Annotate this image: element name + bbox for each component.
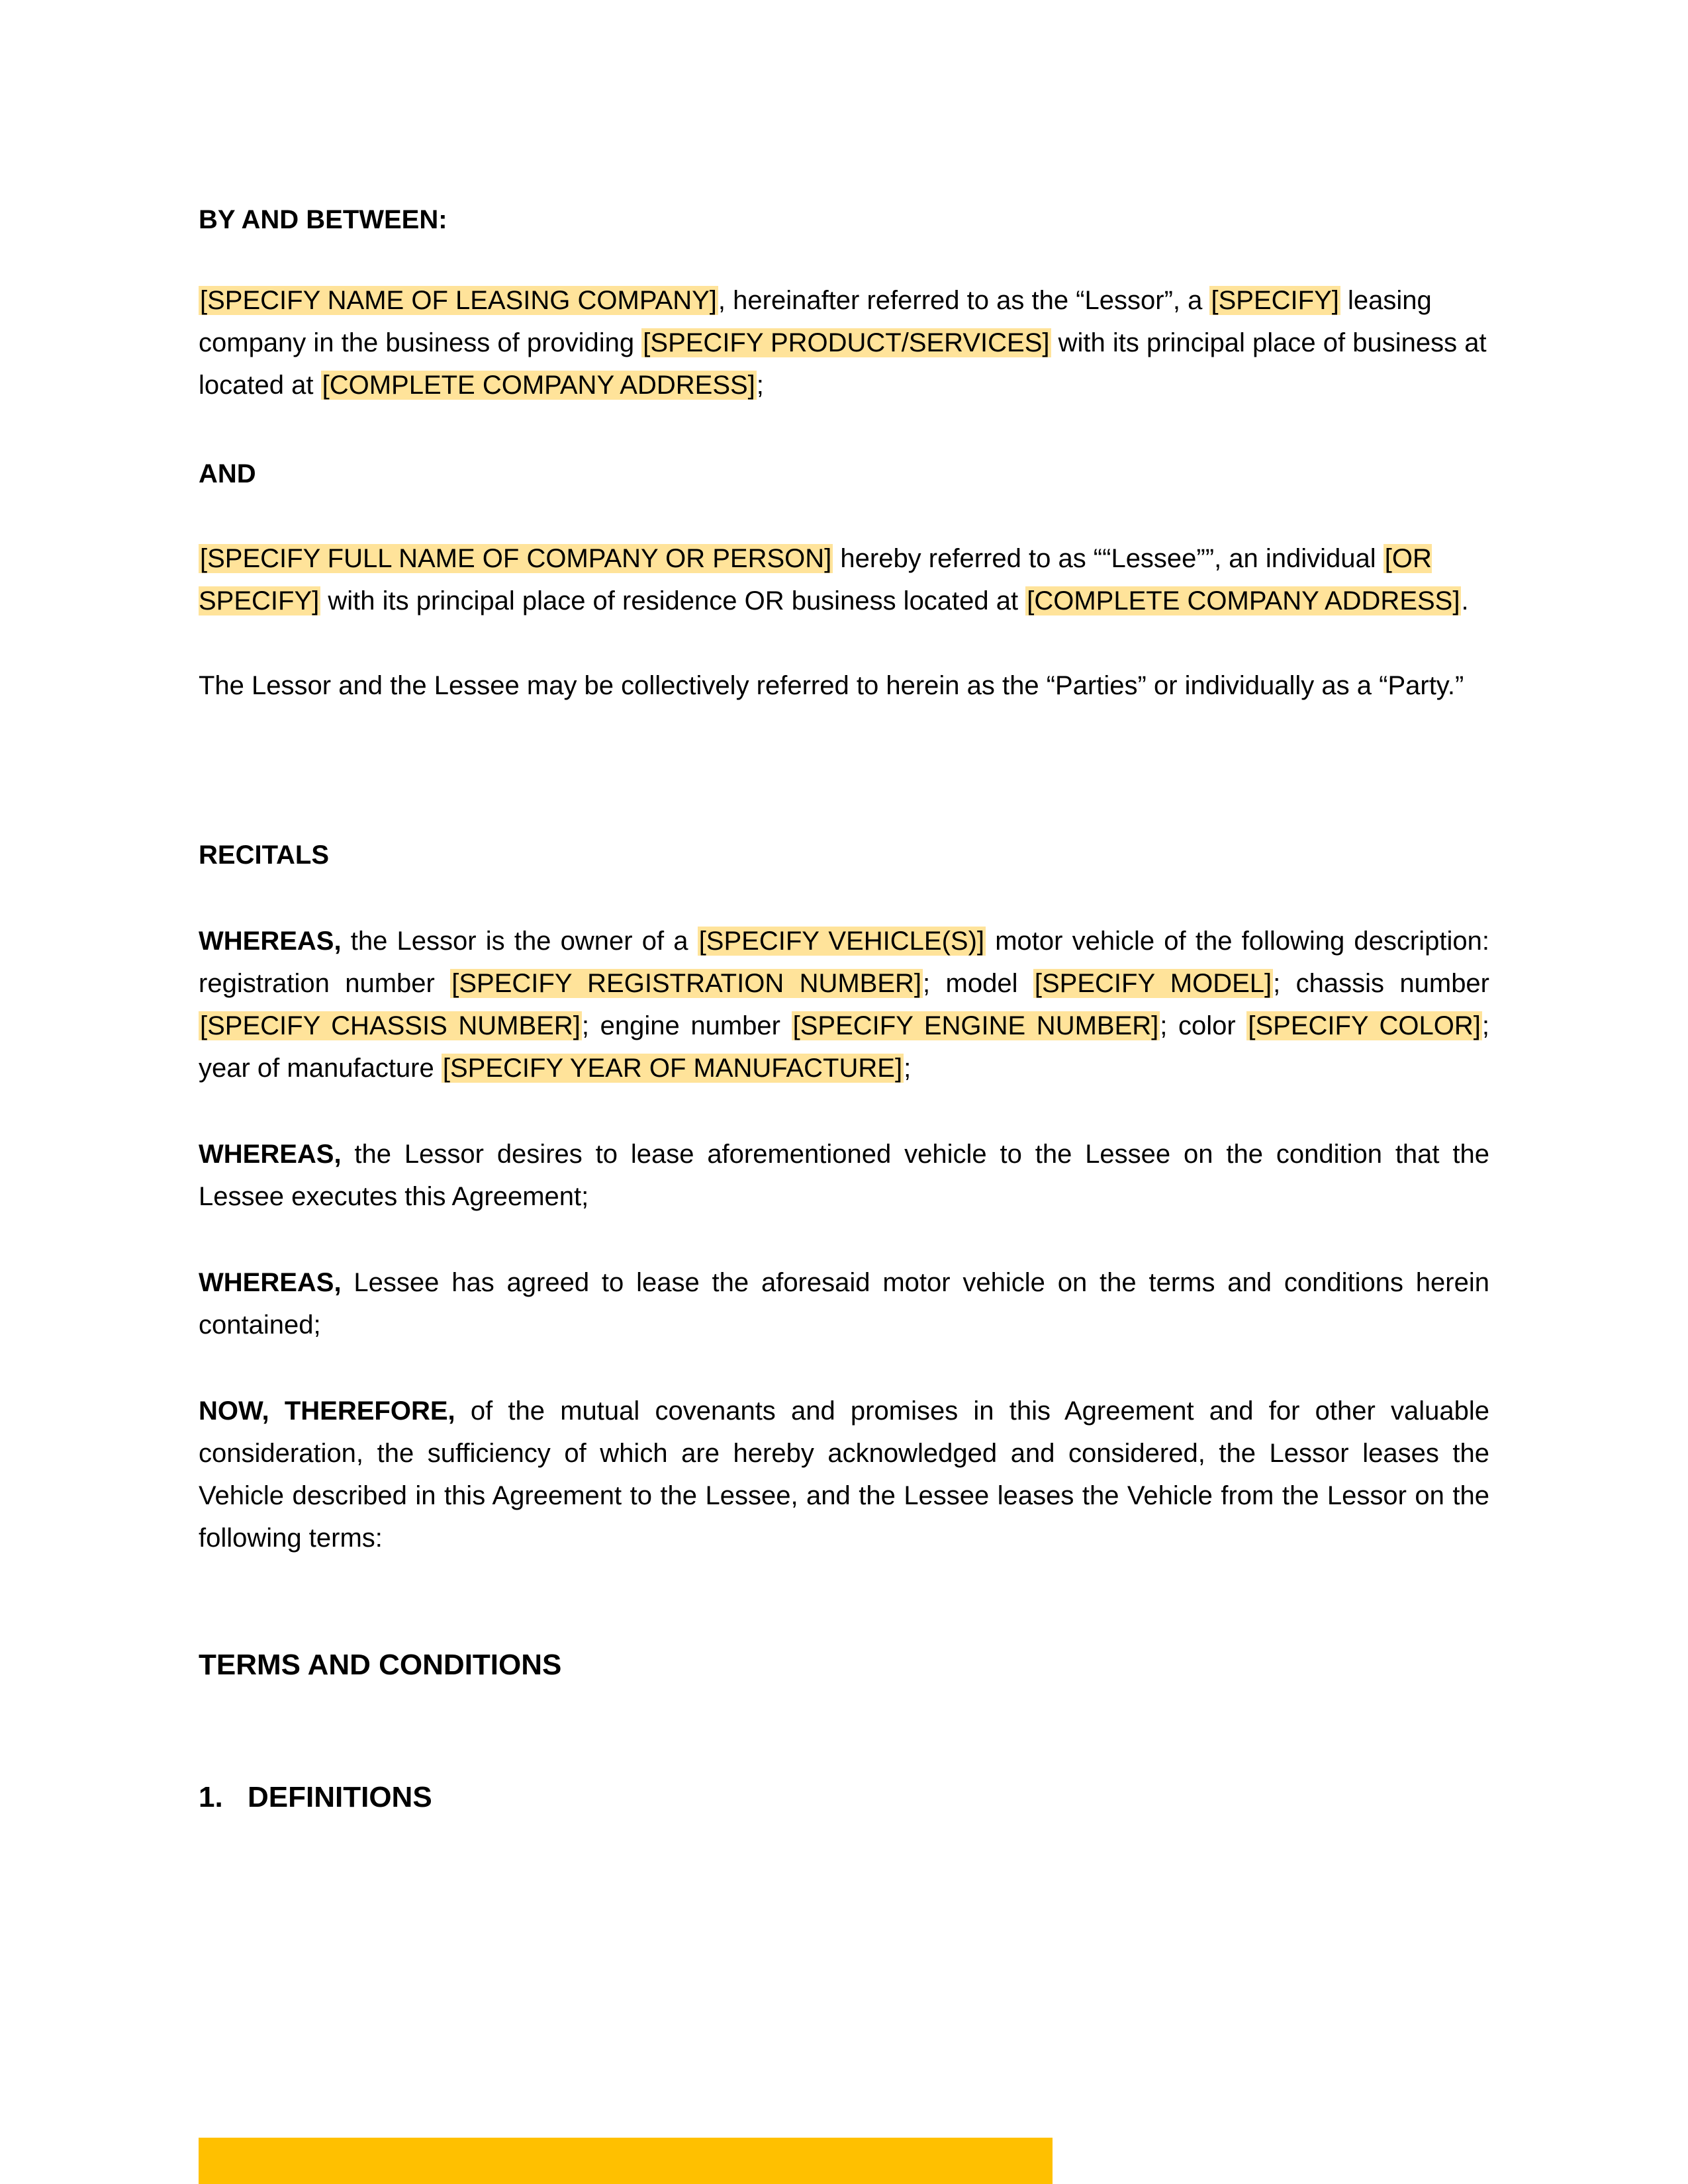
terms-heading: TERMS AND CONDITIONS (199, 1649, 562, 1681)
recital2-lead: WHEREAS, (199, 1140, 342, 1169)
lessor-paragraph (199, 279, 1489, 406)
parties-note: The Lessor and the Lessee may be collectively referred to herein as the “Parties” or individually as a “Party.” (199, 671, 1464, 700)
lessor-address-placeholder[interactable]: [COMPLETE COMPANY ADDRESS] (322, 371, 755, 400)
lessor-text-4: ; (756, 371, 764, 400)
recital-lease-paragraph (199, 1133, 1489, 1218)
recital1-text-5: ; engine number (581, 1011, 792, 1040)
lessee-name-placeholder[interactable]: [SPECIFY FULL NAME OF COMPANY OR PERSON] (200, 544, 832, 573)
parties-note-block (199, 664, 1489, 707)
recital1-text-6: ; color (1160, 1011, 1247, 1040)
and-label: AND (199, 459, 256, 488)
lessee-type-placeholder[interactable]: [OR SPECIFY] (199, 544, 1432, 615)
lessor-services-placeholder[interactable]: [SPECIFY PRODUCT/SERVICES] (643, 328, 1050, 357)
recitals-heading: RECITALS (199, 841, 330, 870)
and-heading-block (199, 453, 1489, 495)
recital4-lead: NOW, THEREFORE, (199, 1396, 455, 1426)
section-1-title: DEFINITIONS (248, 1781, 432, 1813)
engine-placeholder[interactable]: [SPECIFY ENGINE NUMBER] (792, 1011, 1159, 1040)
recital-agree-paragraph (199, 1261, 1489, 1346)
recital1-text-1: the Lessor is the owner of a (341, 927, 698, 956)
parties-heading: BY AND BETWEEN: (199, 205, 447, 234)
lessee-paragraph (199, 537, 1489, 622)
lessor-text-3: with its principal place of business at located at (199, 328, 1487, 400)
recital1-text-2: motor vehicle of the following description: registration number (199, 927, 1489, 998)
terms-heading-block (199, 1644, 1489, 1686)
lessor-text-1: , hereinafter referred to as the “Lessor”, a (718, 286, 1210, 315)
lessor-text-2: leasing company in the business of providing (199, 286, 1432, 357)
recital1-text-4: ; chassis number (1273, 969, 1490, 998)
chassis-placeholder[interactable]: [SPECIFY CHASSIS NUMBER] (200, 1011, 581, 1040)
now-therefore-paragraph (199, 1390, 1489, 1559)
recital-vehicle-paragraph (199, 920, 1489, 1089)
color-placeholder[interactable]: [SPECIFY COLOR] (1248, 1011, 1481, 1040)
parties-heading-block (199, 199, 1489, 241)
recitals-heading-block (199, 834, 1489, 876)
recital2-text: the Lessor desires to lease aforementioned vehicle to the Lessee on the condition that the Lessee executes this Agreement; (199, 1140, 1489, 1211)
model-placeholder[interactable]: [SPECIFY MODEL] (1034, 969, 1272, 998)
recital4-text: of the mutual covenants and promises in this Agreement and for other valuable consideration, the sufficiency of which are hereby acknowledged and considered, the Lessor leases the Vehicle described in this Agreement to the Lessee, and the Lessee leases the Vehicle from the Lessor on the following terms: (199, 1396, 1489, 1553)
lessee-text-3: . (1461, 586, 1469, 615)
section-1-heading-block (199, 1776, 1489, 1819)
lessee-address-placeholder[interactable]: [COMPLETE COMPANY ADDRESS] (1027, 586, 1460, 615)
footer-accent-bar (199, 2138, 1053, 2184)
year-placeholder[interactable]: [SPECIFY YEAR OF MANUFACTURE] (442, 1054, 903, 1083)
registration-placeholder[interactable]: [SPECIFY REGISTRATION NUMBER] (451, 969, 922, 998)
vehicle-placeholder[interactable]: [SPECIFY VEHICLE(S)] (698, 927, 985, 956)
recital3-text: Lessee has agreed to lease the aforesaid motor vehicle on the terms and conditions herein contained; (199, 1268, 1489, 1340)
lessor-name-placeholder[interactable]: [SPECIFY NAME OF LEASING COMPANY] (200, 286, 717, 315)
lessee-text-1: hereby referred to as ““Lessee””, an individual (833, 544, 1383, 573)
section-1-number: 1. (199, 1781, 223, 1813)
recital1-text-8: ; (904, 1054, 912, 1083)
recital1-text-7: ; year of manufacture (199, 1011, 1490, 1083)
recital1-lead: WHEREAS, (199, 927, 342, 956)
lessor-type-placeholder[interactable]: [SPECIFY] (1211, 286, 1339, 315)
recital3-lead: WHEREAS, (199, 1268, 342, 1297)
recital1-text-3: ; model (923, 969, 1033, 998)
lessee-text-2: with its principal place of residence OR business located at (320, 586, 1026, 615)
